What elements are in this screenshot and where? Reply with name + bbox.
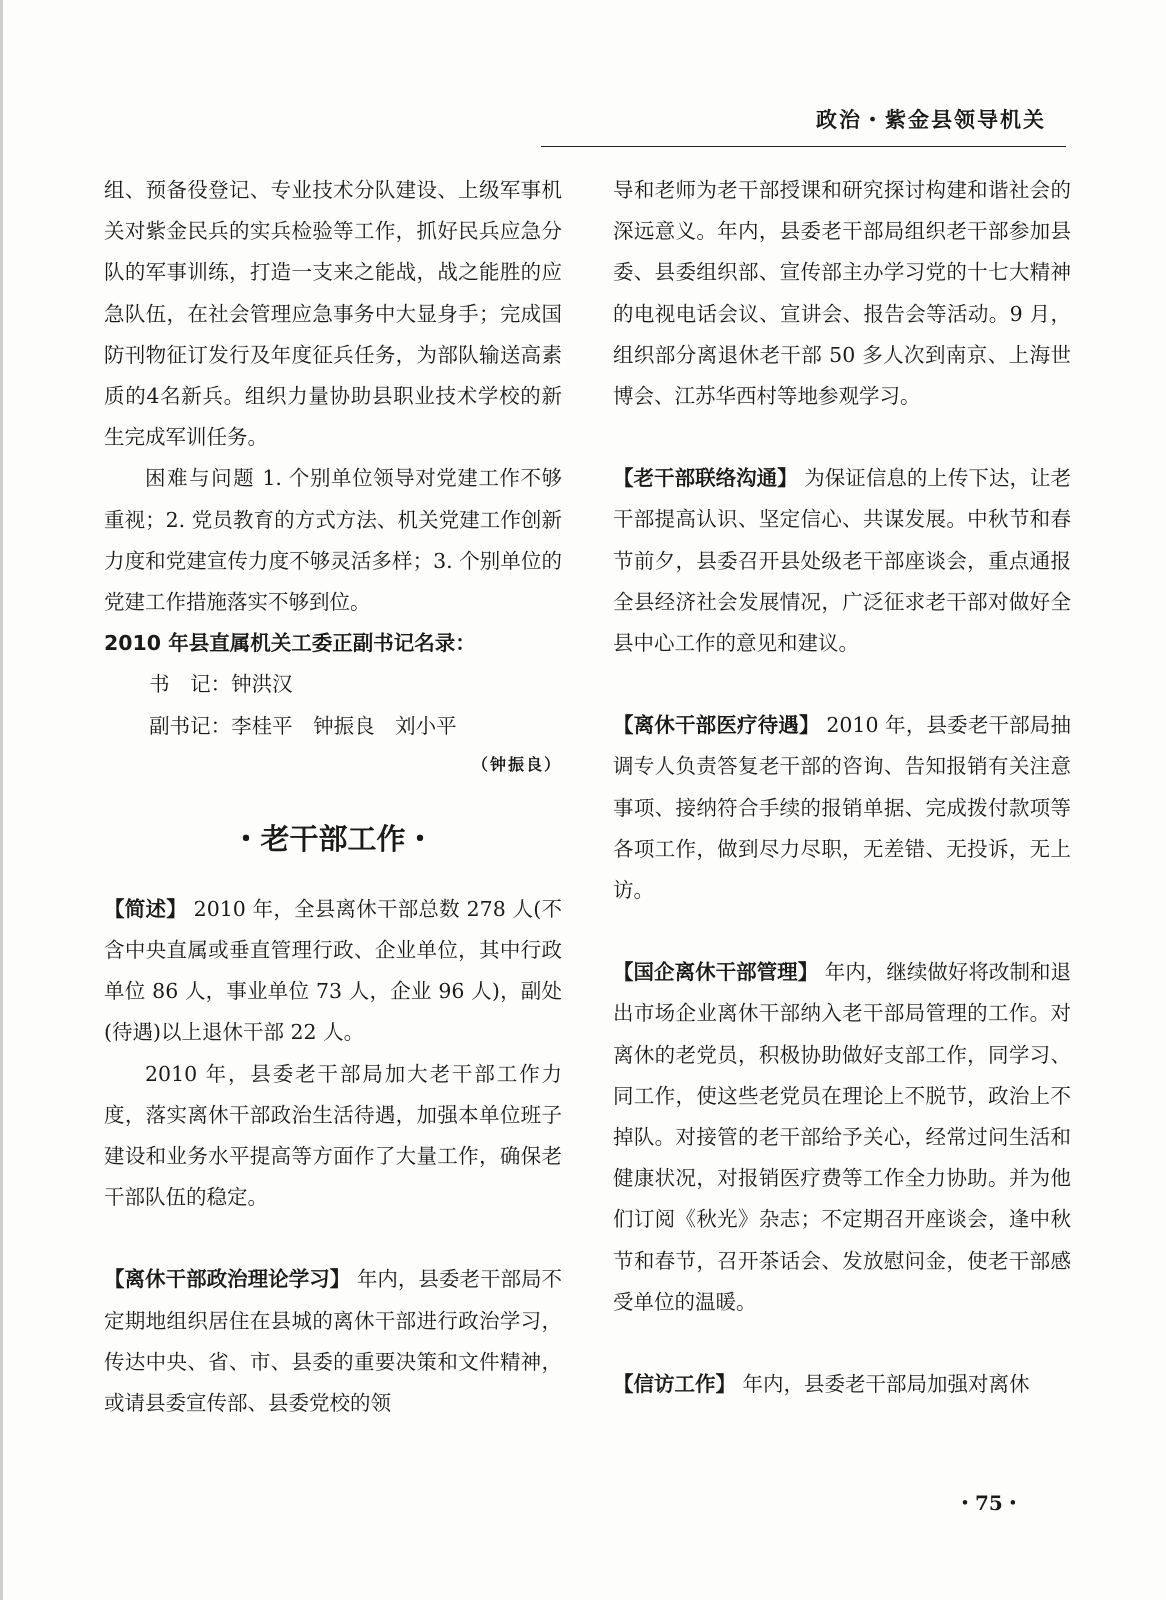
page-edge [0,0,3,1600]
study-tag: 【离休干部政治理论学习】 [104,1267,351,1292]
summary-paragraph-2: 2010 年，县委老干部局加大老干部工作力度，落实离休干部政治生活待遇，加强本单位班子建设和业务水平提高等方面作了大量工作，确保老干部队伍的稳定。 [104,1061,562,1210]
left-column [104,170,562,1424]
roster-title: 2010 年县直属机关工委正副书记名录： [104,631,476,656]
difficulty-label: 困难与问题 [145,466,256,491]
study-text: 年内，县委老干部局不定期地组织居住在县城的离休干部进行政治学习，传达中央、省、市、县委的重要决策和文件精神，或请县委宣传部、县委党校的领 [104,1267,563,1416]
study-continued-paragraph: 导和老师为老干部授课和研究探讨构建和谐社会的深远意义。年内，县委老干部局组织老干部参加县委、县委组织部、宣传部主办学习党的十七大精神的电视电话会议、宣讲会、报告会等活动。9 月，组织部分离退休老干部 50 多人次到南京、上海世博会、江苏华西村等地参观学习。 [613,178,1071,409]
summary-tag: 【简述】 [104,896,187,921]
contact-paragraph [613,458,1071,664]
medical-paragraph [613,705,1071,911]
section-title: ・老干部工作・ [231,821,435,856]
contact-tag: 【老干部联络沟通】 [613,466,798,491]
secretary-line: 书 记：钟洪汉 [149,672,293,697]
militia-paragraph: 组、预备役登记、专业技术分队建设、上级军事机关对紫金民兵的实兵检验等工作，抓好民兵应急分队的军事训练，打造一支来之能战，战之能胜的应急队伍，在社会管理应急事务中大显身手；完成国防刊物征订发行及年度征兵任务，为部队输送高素质的4名新兵。组织力量协助县职业技术学校的新生完成军训任务。 [104,178,562,450]
soe-paragraph [613,952,1071,1323]
study-paragraph [104,1259,562,1424]
petition-tag: 【信访工作】 [613,1372,736,1397]
header-rule [541,146,1066,147]
right-column [613,170,1071,1405]
soe-tag: 【国企离休干部管理】 [613,960,819,985]
author-signature: （钟振良） [471,754,562,774]
running-header: 政治・紫金县领导机关 [816,107,1046,132]
medical-text: 2010 年，县委老干部局抽调专人负责答复老干部的咨询、告知报销有关注意事项、接纳符合手续的报销单据、完成拨付款项等各项工作，做到尽力尽职，无差错、无投诉，无上访。 [613,713,1071,903]
medical-tag: 【离休干部医疗待遇】 [613,713,820,738]
summary-text: 2010 年，全县离休干部总数 278 人(不含中央直属或垂直管理行政、企业单位，其中行政单位 86 人，事业单位 73 人，企业 96 人)，副处(待遇)以上退休干部 22 人。 [104,896,562,1045]
page-number: ・75・ [955,1491,1023,1515]
difficulty-text: 1. 个别单位领导对党建工作不够重视；2. 党员教育的方式方法、机关党建工作创新力度和党建宣传力度不够灵活多样；3. 个别单位的党建工作措施落实不够到位。 [104,466,562,615]
summary-paragraph [104,889,562,1054]
soe-text: 年内，继续做好将改制和退出市场企业离休干部纳入老干部局管理的工作。对离休的老党员，积极协助做好支部工作，同学习、同工作，使这些老党员在理论上不脱节，政治上不掉队。对接管的老干部给予关心，经常过问生活和健康状况，对报销医疗费等工作全力协助。并为他们订阅《秋光》杂志；不定期召开座谈会，逢中秋节和春节，召开茶话会、发放慰问金，使老干部感受单位的温暖。 [613,960,1071,1314]
deputy-secretary-line: 副书记：李桂平 钟振良 刘小平 [149,713,457,738]
contact-text: 为保证信息的上传下达，让老干部提高认识、坚定信心、共谋发展。中秋节和春节前夕，县委召开县处级老干部座谈会，重点通报全县经济社会发展情况，广泛征求老干部对做好全县中心工作的意见和建议。 [613,466,1072,656]
petition-text: 年内，县委老干部局加强对离休 [742,1372,1030,1397]
petition-paragraph [613,1364,1071,1405]
difficulty-paragraph [104,458,562,623]
